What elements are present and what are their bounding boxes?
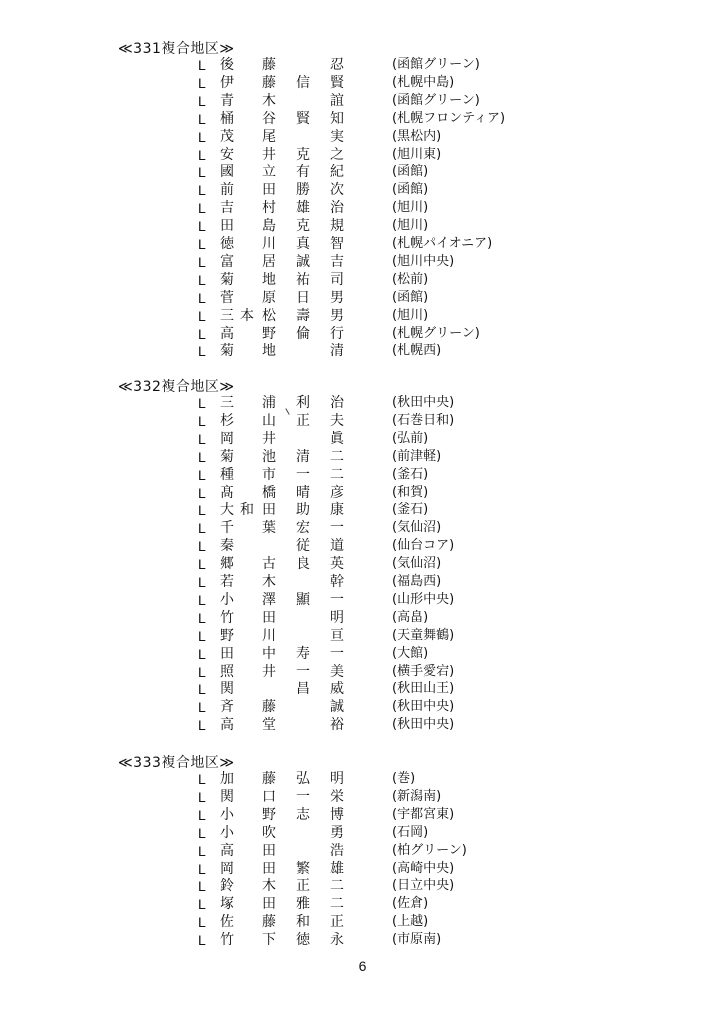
member-name-char: 祐 (296, 271, 310, 288)
member-name-char: 雄 (296, 200, 310, 217)
member-name-char: 明 (330, 609, 344, 626)
member-name-char: 昌 (296, 681, 310, 698)
member-name-char: 安 (220, 146, 234, 163)
member-prefix: L (198, 878, 206, 895)
member-prefix: L (198, 484, 206, 501)
member-name-char: 一 (296, 788, 310, 805)
member-prefix: L (198, 896, 206, 913)
member-name-char: 男 (330, 289, 344, 306)
member-prefix: L (198, 343, 206, 360)
member-name-char: 誠 (296, 253, 310, 270)
member-name-char: 之 (330, 146, 344, 163)
member-name-char: 富 (220, 253, 234, 270)
section-title: ≪331複合地区≫ (118, 41, 235, 57)
member-prefix: L (198, 538, 206, 555)
member-name-char: 智 (330, 236, 344, 252)
member-name-char: 井 (262, 146, 276, 163)
member-club: (佐倉) (392, 896, 429, 912)
member-name-char: 加 (220, 771, 234, 787)
member-club: (高崎中央) (392, 860, 455, 876)
member-name-char: 川 (262, 236, 276, 252)
member-name-char: 規 (330, 218, 344, 235)
member-name-char: 幹 (330, 574, 344, 590)
member-name-char: 田 (262, 842, 276, 859)
member-name-char: 田 (262, 502, 276, 519)
member-name-char: 関 (220, 788, 234, 805)
member-club: (市原南) (392, 932, 442, 948)
member-name-char: 本 (240, 307, 254, 324)
member-club: (札幌中島) (392, 74, 455, 90)
member-prefix: L (198, 164, 206, 181)
member-name-char: 井 (262, 663, 276, 680)
member-name-char: 小 (220, 591, 234, 608)
member-club: (秋田中央) (392, 395, 455, 410)
member-name-char: 田 (262, 860, 276, 877)
member-name-char: 宏 (296, 520, 310, 537)
member-name-char: 國 (220, 164, 234, 181)
member-name-char: 大 (220, 502, 234, 519)
member-name-char: 倫 (296, 325, 310, 342)
member-prefix: L (198, 236, 206, 252)
member-club: (天童舞鶴) (392, 627, 455, 643)
member-prefix: L (198, 146, 206, 163)
member-club: (高畠) (392, 609, 429, 625)
member-name-char: 千 (220, 520, 234, 537)
member-name-char: 行 (330, 325, 344, 342)
member-name-char: 藤 (262, 699, 276, 716)
member-name-char: 一 (330, 520, 344, 537)
member-name-char: 吹 (262, 824, 276, 841)
member-name-char: 塚 (220, 896, 234, 913)
member-name-char: 利 (296, 395, 310, 411)
member-name-char: 池 (262, 448, 276, 465)
member-name-char: 勝 (296, 182, 310, 199)
member-club: (秋田山王) (392, 681, 455, 697)
member-name-char: 二 (330, 896, 344, 913)
member-name-char: 道 (330, 538, 344, 555)
member-name-char: 田 (220, 218, 234, 235)
member-name-char: 谷 (262, 110, 276, 127)
member-club: (仙台コア) (392, 538, 455, 554)
member-name-char: 鈴 (220, 878, 234, 895)
member-club: (旭川) (392, 307, 429, 323)
member-prefix: L (198, 325, 206, 342)
member-club: (石巻日和) (392, 412, 455, 428)
member-name-char: 澤 (262, 591, 276, 608)
member-club: (旭川中央) (392, 253, 455, 269)
member-name-char: 二 (330, 466, 344, 483)
member-name-char: 原 (262, 289, 276, 306)
member-name-char: 立 (262, 164, 276, 181)
member-prefix: L (198, 556, 206, 573)
member-prefix: L (198, 430, 206, 447)
member-prefix: L (198, 717, 206, 734)
member-prefix: L (198, 502, 206, 519)
member-name-char: 有 (296, 164, 310, 181)
member-club: (和賀) (392, 484, 429, 500)
member-prefix: L (198, 914, 206, 931)
page-number: 6 (358, 958, 367, 974)
member-club: (新潟南) (392, 788, 442, 804)
member-name-char: 尾 (262, 128, 276, 145)
member-name-char: 堂 (262, 717, 276, 734)
member-name-char: 顯 (296, 591, 310, 608)
member-club: (札幌西) (392, 343, 442, 359)
member-name-char: 斉 (220, 699, 234, 716)
member-club: (釜石) (392, 466, 429, 482)
member-club: (上越) (392, 914, 429, 930)
member-name-char: 雅 (296, 896, 310, 913)
member-name-char: 三 (220, 395, 234, 411)
member-name-char: 永 (330, 932, 344, 949)
member-name-char: 紀 (330, 164, 344, 181)
member-club: (横手愛宕) (392, 663, 455, 679)
member-club: (秋田中央) (392, 717, 455, 733)
member-name-char: 高 (220, 325, 234, 342)
member-club: (巻) (392, 771, 416, 786)
member-name-char: 英 (330, 556, 344, 573)
member-name-char: 岡 (220, 860, 234, 877)
member-name-char: 田 (262, 182, 276, 199)
member-prefix: L (198, 824, 206, 841)
member-prefix: L (198, 645, 206, 662)
member-name-char: 一 (296, 466, 310, 483)
member-prefix: L (198, 932, 206, 949)
member-name-char: 明 (330, 771, 344, 787)
member-name-char: 杉 (220, 412, 234, 429)
member-prefix: L (198, 218, 206, 235)
member-name-char: 橋 (262, 484, 276, 501)
member-name-char: 弘 (296, 771, 310, 787)
member-name-char: 和 (296, 914, 310, 931)
member-name-char: 岡 (220, 430, 234, 447)
member-name-char: 一 (296, 663, 310, 680)
member-name-char: 菅 (220, 289, 234, 306)
member-name-char: 正 (330, 914, 344, 931)
member-prefix: L (198, 289, 206, 306)
member-prefix: L (198, 771, 206, 787)
member-name-char: 誼 (330, 92, 344, 109)
member-name-char: 夫 (330, 412, 344, 429)
member-club: (黒松内) (392, 128, 442, 144)
member-club: (柏グリーン) (392, 842, 467, 858)
member-club: (札幌パイオニア) (392, 236, 493, 251)
member-club: (函館) (392, 164, 429, 180)
member-prefix: L (198, 92, 206, 109)
member-name-char: 和 (240, 502, 254, 519)
member-name-char: 松 (262, 307, 276, 324)
member-name-char: 裕 (330, 717, 344, 734)
member-club: (福島西) (392, 574, 442, 589)
member-club: (旭川東) (392, 146, 442, 162)
member-prefix: L (198, 520, 206, 537)
member-name-char: 井 (262, 430, 276, 447)
member-name-char: 勇 (330, 824, 344, 841)
member-name-char: 司 (330, 271, 344, 288)
member-club: (札幌グリーン) (392, 325, 480, 341)
member-club: (札幌フロンティア) (392, 110, 506, 126)
member-club: (気仙沼) (392, 520, 442, 536)
member-name-char: 正 (296, 412, 310, 429)
member-name-char: 島 (262, 218, 276, 235)
member-name-char: 川 (262, 627, 276, 644)
member-name-char: 賢 (330, 74, 344, 91)
member-name-char: 前 (220, 182, 234, 199)
member-club: (宇都宮東) (392, 806, 455, 822)
member-name-char: 信 (296, 74, 310, 91)
member-prefix: L (198, 57, 206, 73)
member-name-char: 菊 (220, 343, 234, 360)
member-club: (函館グリーン) (392, 92, 480, 108)
member-name-char: 後 (220, 57, 234, 73)
member-name-char: 志 (296, 806, 310, 823)
member-name-char: 威 (330, 681, 344, 698)
member-prefix: L (198, 860, 206, 877)
member-prefix: L (198, 253, 206, 270)
member-name-char: 青 (220, 92, 234, 109)
member-name-char: 彦 (330, 484, 344, 501)
member-prefix: L (198, 842, 206, 859)
member-name-char: 眞 (330, 430, 344, 447)
member-prefix: L (198, 182, 206, 199)
member-name-char: 吉 (330, 253, 344, 270)
member-name-char: 雄 (330, 860, 344, 877)
member-name-char: 若 (220, 574, 234, 590)
member-name-char: 木 (262, 574, 276, 590)
section-title: ≪333複合地区≫ (118, 755, 235, 771)
member-name-char: 野 (262, 325, 276, 342)
member-name-char: 茂 (220, 128, 234, 145)
member-name-char: 髙 (220, 484, 234, 501)
member-prefix: L (198, 448, 206, 465)
member-name-char: 野 (262, 806, 276, 823)
member-club: (旭川) (392, 200, 429, 216)
member-name-char: 一 (330, 591, 344, 608)
member-name-char: 居 (262, 253, 276, 270)
member-prefix: L (198, 699, 206, 716)
member-name-char: 村 (262, 200, 276, 217)
member-prefix: L (198, 806, 206, 823)
member-club: (前津軽) (392, 448, 442, 464)
member-prefix: L (198, 627, 206, 644)
member-name-char: 浩 (330, 842, 344, 859)
member-name-char: 山 (262, 412, 276, 429)
member-name-char: 藤 (262, 771, 276, 787)
member-name-char: 種 (220, 466, 234, 483)
member-name-char: 藤 (262, 914, 276, 931)
member-name-char: 菊 (220, 448, 234, 465)
member-prefix: L (198, 395, 206, 411)
member-prefix: L (198, 307, 206, 324)
member-name-char: 日 (296, 289, 310, 306)
member-name-char: 地 (262, 271, 276, 288)
member-name-char: 繁 (296, 860, 310, 877)
member-name-char: 次 (330, 182, 344, 199)
member-name-char: 秦 (220, 538, 234, 555)
member-name-char: 木 (262, 878, 276, 895)
member-name-char: 田 (262, 609, 276, 626)
member-name-char: 市 (262, 466, 276, 483)
member-name-char: 美 (330, 663, 344, 680)
member-club: (石岡) (392, 824, 429, 840)
member-prefix: L (198, 788, 206, 805)
member-name-char: 地 (262, 343, 276, 360)
member-club: (釜石) (392, 502, 429, 518)
member-name-char: 菊 (220, 271, 234, 288)
member-prefix: L (198, 200, 206, 217)
member-name-char: 照 (220, 663, 234, 680)
member-name-char: 田 (262, 896, 276, 913)
member-name-char: 良 (296, 556, 310, 573)
member-name-char: 克 (296, 146, 310, 163)
member-name-char: 知 (330, 110, 344, 127)
member-name-char: 晴 (296, 484, 310, 501)
member-name-char: 治 (330, 200, 344, 217)
member-name-char: 徳 (296, 932, 310, 949)
member-club: (山形中央) (392, 591, 455, 607)
member-name-char: 藤 (262, 57, 276, 73)
member-prefix: L (198, 609, 206, 626)
member-name-char: 清 (296, 448, 310, 465)
member-name-char: 野 (220, 627, 234, 644)
member-name-char: 実 (330, 128, 344, 145)
member-name-char: 伊 (220, 74, 234, 91)
member-name-char: 栄 (330, 788, 344, 805)
member-club: (函館) (392, 289, 429, 305)
member-club: (旭川) (392, 218, 429, 234)
member-name-char: 誠 (330, 699, 344, 716)
member-name-char: 小 (220, 824, 234, 841)
member-club: (大館) (392, 645, 429, 661)
member-name-char: 徳 (220, 236, 234, 252)
member-name-char: 竹 (220, 609, 234, 626)
member-club: (函館) (392, 182, 429, 198)
member-name-char: 古 (262, 556, 276, 573)
member-name-char: 男 (330, 307, 344, 324)
member-name-char: 小 (220, 806, 234, 823)
member-name-char: 一 (330, 645, 344, 662)
member-prefix: L (198, 663, 206, 680)
member-club: (函館グリーン) (392, 57, 480, 72)
member-prefix: L (198, 128, 206, 145)
member-name-char: 賢 (296, 110, 310, 127)
member-name-char: 田 (220, 645, 234, 662)
member-name-char: 康 (330, 502, 344, 519)
member-prefix: L (198, 271, 206, 288)
member-prefix: L (198, 466, 206, 483)
member-name-char: 中 (262, 645, 276, 662)
member-name-char: 助 (296, 502, 310, 519)
member-name-char: 三 (220, 307, 234, 324)
member-name-char: 克 (296, 218, 310, 235)
member-name-char: 葉 (262, 520, 276, 537)
member-prefix: L (198, 74, 206, 91)
member-name-char: 佐 (220, 914, 234, 931)
member-name-char: 藤 (262, 74, 276, 91)
section-title: ≪332複合地区≫ (118, 379, 235, 395)
member-name-char: 亘 (330, 627, 344, 644)
member-name-char: 二 (330, 878, 344, 895)
member-name-char: 真 (296, 236, 310, 252)
member-name-char: 木 (262, 92, 276, 109)
member-club: (松前) (392, 271, 429, 287)
member-name-char: 二 (330, 448, 344, 465)
member-name-char: 寿 (296, 645, 310, 662)
member-name-char: 治 (330, 395, 344, 411)
member-name-char: 浦 (262, 395, 276, 411)
member-club: (秋田中央) (392, 699, 455, 715)
member-name-char: 忍 (330, 57, 344, 73)
member-prefix: L (198, 110, 206, 127)
member-name-char: 関 (220, 681, 234, 698)
member-name-char: 正 (296, 878, 310, 895)
member-name-char: 博 (330, 806, 344, 823)
member-name-char: 下 (262, 932, 276, 949)
member-club: (日立中央) (392, 878, 455, 894)
member-prefix: L (198, 574, 206, 590)
member-prefix: L (198, 412, 206, 429)
member-prefix: L (198, 591, 206, 608)
member-club: (気仙沼) (392, 556, 442, 572)
member-name-char: 壽 (296, 307, 310, 324)
member-prefix: L (198, 681, 206, 698)
member-name-char: 従 (296, 538, 310, 555)
member-name-char: 清 (330, 343, 344, 360)
member-name-char: 吉 (220, 200, 234, 217)
member-name-char: 桶 (220, 110, 234, 127)
member-name-char: 高 (220, 842, 234, 859)
member-name-char: 竹 (220, 932, 234, 949)
member-name-char: 口 (262, 788, 276, 805)
member-name-char: 郷 (220, 556, 234, 573)
member-name-char: 高 (220, 717, 234, 734)
member-club: (弘前) (392, 430, 429, 446)
